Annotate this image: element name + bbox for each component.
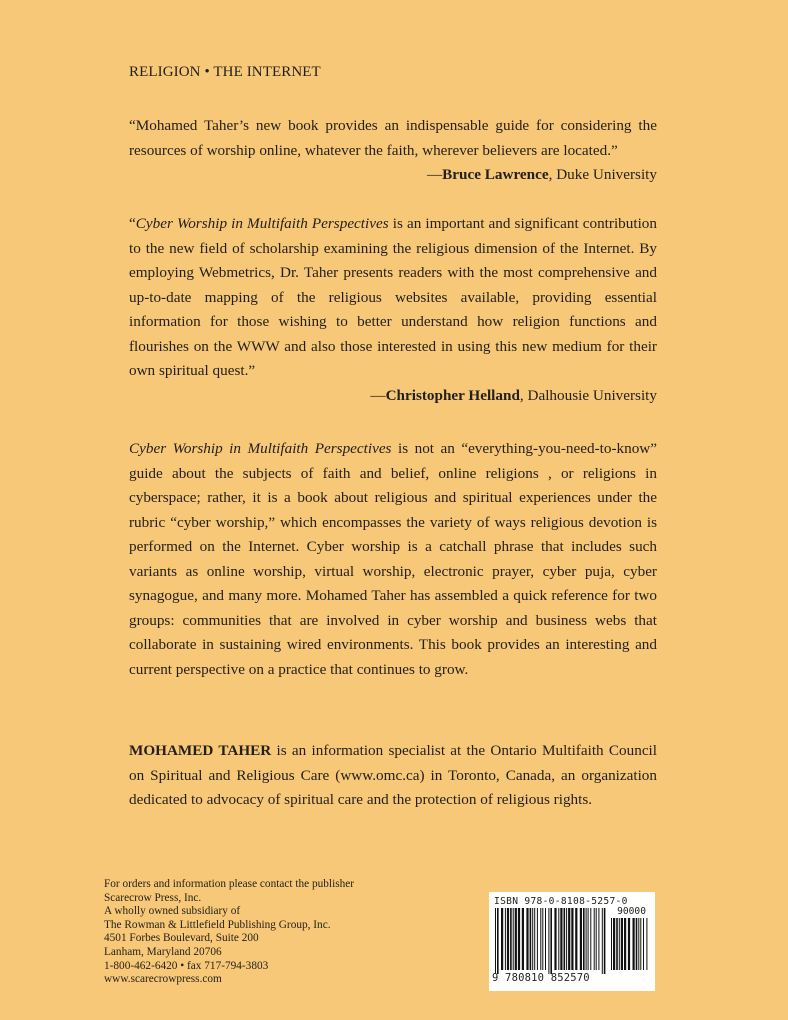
- barcode-bar: [602, 908, 603, 974]
- barcode-bar: [530, 908, 532, 970]
- barcode-bar: [558, 908, 559, 970]
- endorsement-1-quote: “Mohamed Taher’s new book provides an indispensable guide for considering the resources of worship online, whatever the faith, wherever believers are located.”: [129, 117, 657, 159]
- barcode-bar: [513, 908, 514, 970]
- book-title: Cyber Worship in Multifaith Perspectives: [129, 440, 392, 457]
- barcode-bar: [507, 908, 509, 970]
- barcode-bar: [590, 908, 591, 970]
- barcode-bar: [515, 908, 517, 970]
- barcode-bar: [604, 908, 606, 974]
- publisher-website: www.scarecrowpress.com: [104, 973, 222, 986]
- barcode-bar: [598, 908, 599, 970]
- barcode-bar: [534, 908, 535, 970]
- barcode-bar: [616, 918, 618, 970]
- publisher-line: Lanham, Maryland 20706: [104, 945, 222, 958]
- publisher-line: For orders and information please contact the publisher: [104, 878, 355, 890]
- barcode-bar: [643, 918, 644, 970]
- description-text: Cyber Worship in Multifaith Perspectives is not an “everything-you-need-to-know” guide about the subjects of faith and belief, online religions , or religions in cyberspace; rather, it is a book about religious and spiritual experiences under the rubric “cyber worship,” which encompasses the variety of ways religious devotion is performed on the Internet. Cyber worship is a catchall phrase that includes such variants as online worship, virtual worship, electronic prayer, cyber puja, cyber synagogue, and many more. Mohamed Taher has assembled a quick reference for two groups: communities that are involved in cyber worship and business webs that collaborate in sustaining wired environments. This book provides an interesting and current perspective on a practice that continues to grow.: [129, 440, 657, 678]
- barcode-bar: [518, 908, 520, 970]
- publisher-line: 4501 Forbes Boulevard, Suite 200: [104, 932, 259, 945]
- publisher-line: A wholly owned subsidiary of: [104, 905, 241, 918]
- book-description: [129, 437, 657, 682]
- publisher-line: The Rowman & Littlefield Publishing Group, Inc.: [104, 918, 331, 931]
- barcode-bar: [596, 908, 597, 970]
- barcode-bars: [493, 908, 649, 974]
- barcode-bar: [560, 908, 562, 970]
- endorsement-1-attribution: —Bruce Lawrence, Duke University: [426, 166, 657, 183]
- endorsement-1: [129, 114, 657, 188]
- author-bio-text: MOHAMED TAHER is an information specialist at the Ontario Multifaith Council on Spiritual and Religious Care (www.omc.ca) in Toronto, Canada, an organization dedicated to advocacy of spiritual care and the protection of religious rights.: [129, 742, 657, 808]
- barcode-bar: [495, 908, 496, 974]
- barcode-digits: 9 780810 852570: [492, 972, 590, 984]
- endorser-name: Bruce Lawrence: [442, 166, 549, 183]
- author-name: MOHAMED TAHER: [129, 742, 272, 759]
- barcode-bar: [537, 908, 538, 970]
- endorsement-2-quote: “Cyber Worship in Multifaith Perspectives is an important and significant contribution to the new field of scholarship examining the religious dimension of the Internet. By employing Webmetrics, Dr. Taher presents readers with the most comprehensive and up-to-date mapping of the religious websites available, providing essential information for those wishing to better understand how religion functions and flourishes on the WWW and also those interested in using this new medium for their own spiritual quest.”: [129, 215, 657, 379]
- endorser-name: Christopher Helland: [385, 386, 520, 404]
- barcode-bar: [619, 918, 620, 970]
- barcode-bar: [638, 918, 639, 970]
- barcode-bar: [611, 918, 612, 970]
- author-bio: [129, 739, 657, 813]
- barcode-bar: [566, 908, 567, 970]
- publisher-line: 1-800-462-6420 • fax 717-794-3803: [104, 959, 269, 972]
- endorsement-2: [129, 212, 657, 408]
- book-title: Cyber Worship in Multifaith Perspectives: [135, 215, 389, 232]
- barcode-bar: [550, 908, 552, 974]
- barcode-bar: [621, 918, 623, 970]
- barcode-bar: [542, 908, 543, 970]
- barcode-bar: [571, 908, 573, 970]
- category-label: RELIGION • THE INTERNET: [129, 64, 321, 80]
- barcode-bar: [583, 908, 585, 970]
- barcode-bar: [633, 918, 635, 970]
- barcode-bar: [532, 908, 533, 970]
- barcode-bar: [564, 908, 566, 970]
- barcode-bar: [545, 908, 546, 970]
- publisher-line: Scarecrow Press, Inc.: [104, 891, 202, 904]
- barcode-bar: [628, 918, 630, 970]
- publisher-info: [104, 878, 354, 987]
- isbn-barcode: [489, 892, 655, 991]
- price-addon: 90000: [617, 906, 646, 917]
- barcode-bar: [586, 908, 587, 970]
- barcode-bar: [580, 908, 582, 970]
- barcode-bar: [554, 908, 556, 970]
- barcode-bar: [497, 908, 499, 974]
- barcode-bar: [568, 908, 570, 970]
- barcode-bar: [548, 908, 549, 974]
- barcode-bar: [540, 908, 541, 970]
- barcode-bar: [510, 908, 512, 970]
- isbn-label: ISBN 978-0-8108-5257-0: [494, 896, 628, 907]
- barcode-bar: [646, 918, 647, 970]
- endorser-affiliation: , Duke University: [548, 166, 657, 183]
- barcode-bar: [594, 908, 595, 970]
- barcode-bar: [526, 908, 528, 970]
- endorser-affiliation: , Dalhousie University: [519, 386, 657, 404]
- barcode-bar: [640, 918, 641, 970]
- barcode-bar: [522, 908, 524, 970]
- barcode-bar: [636, 918, 638, 970]
- barcode-bar: [588, 908, 589, 970]
- barcode-bar: [613, 918, 615, 970]
- barcode-bar: [505, 908, 506, 970]
- barcode-bar: [575, 908, 577, 970]
- barcode-bar: [501, 908, 503, 970]
- endorsement-2-attribution: —Christopher Helland, Dalhousie University: [370, 386, 657, 404]
- barcode-bar: [624, 918, 626, 970]
